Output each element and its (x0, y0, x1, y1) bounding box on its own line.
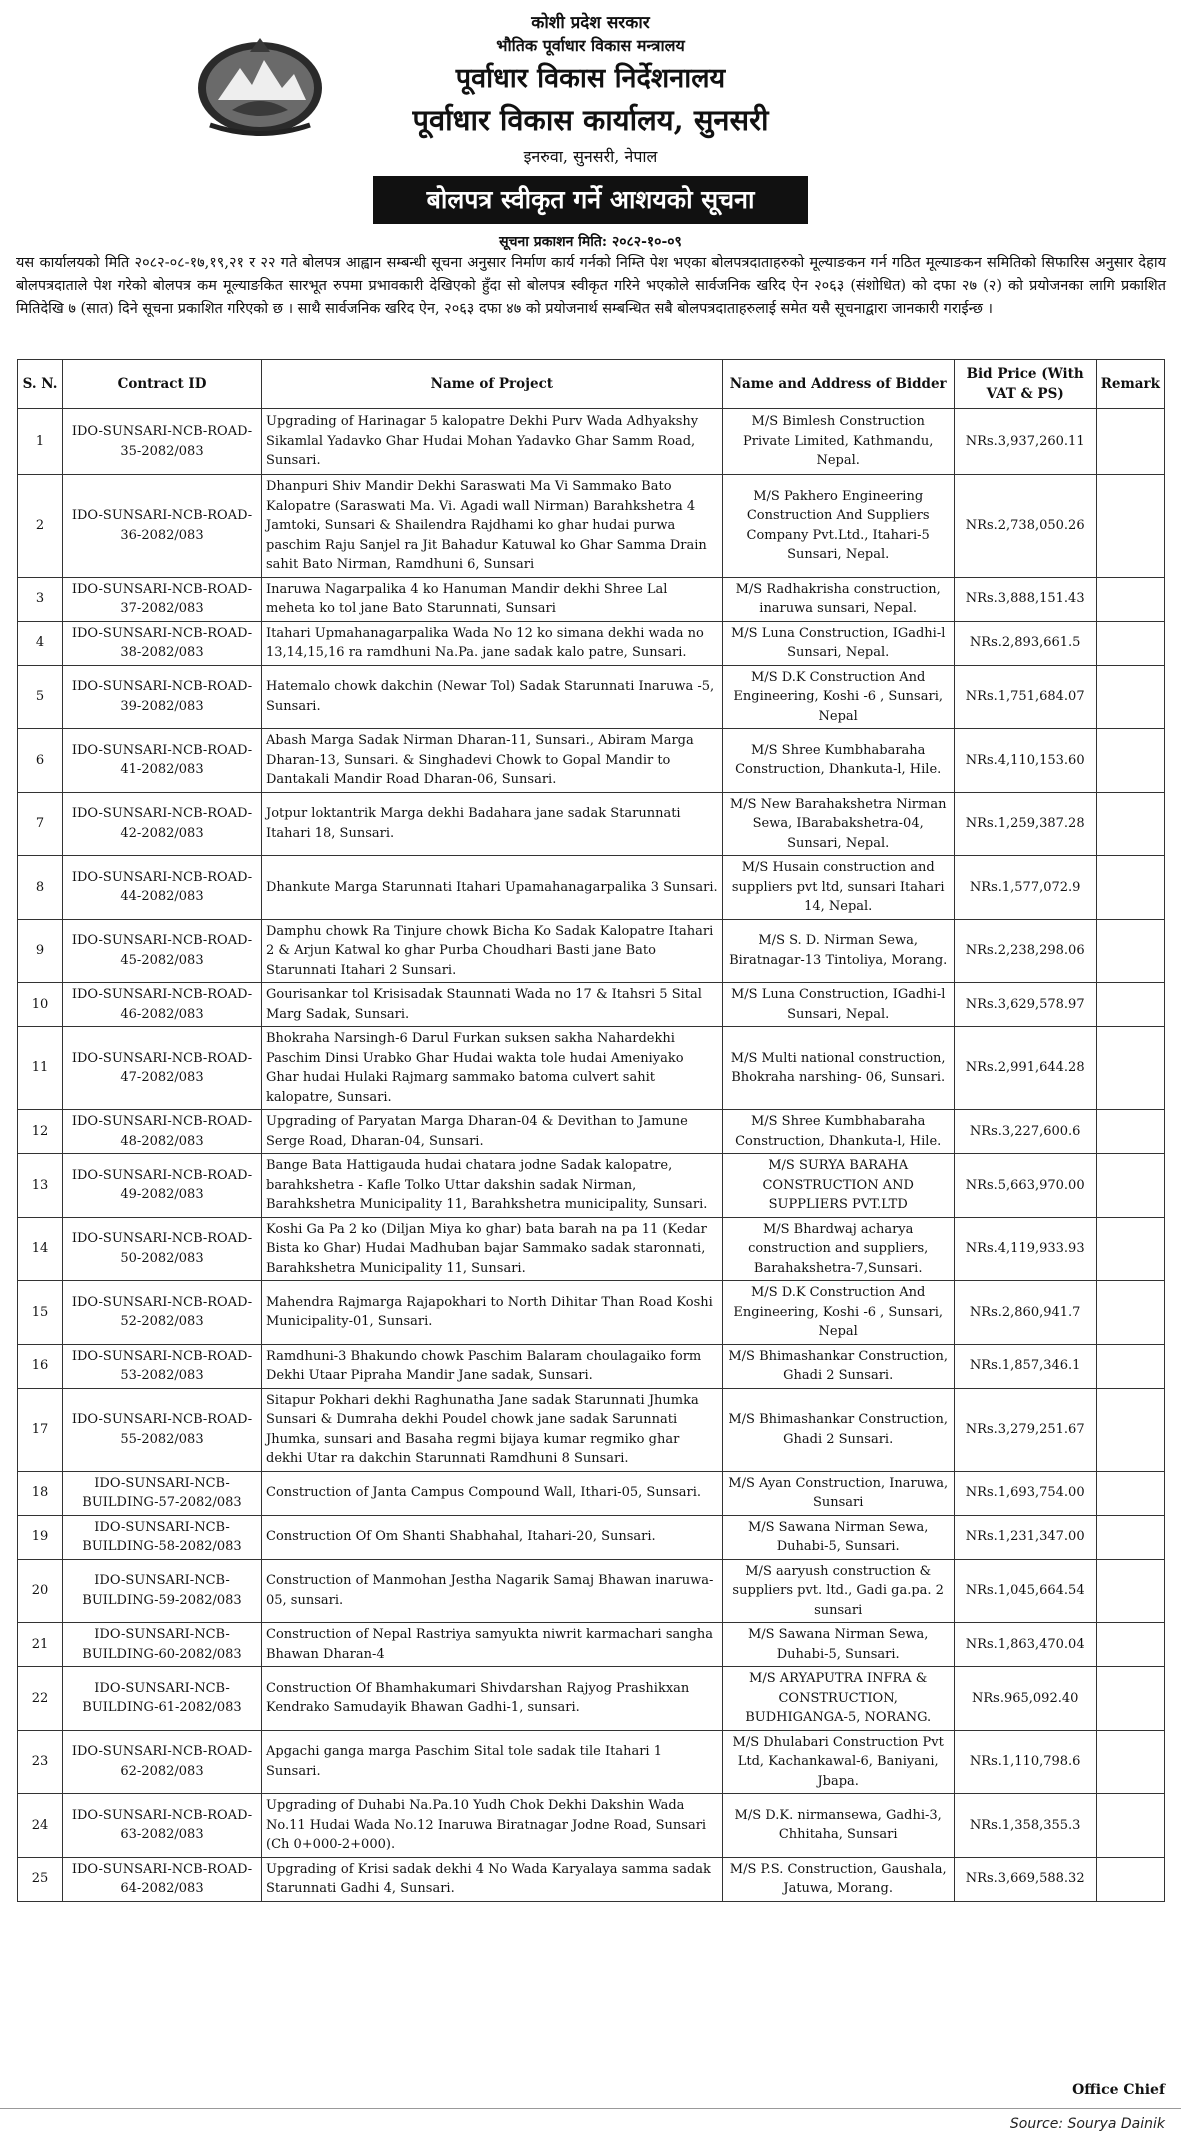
row-price: NRs.2,738,050.26 (954, 475, 1096, 578)
row-bidder: M/S D.K Construction And Engineering, Koshi -6 , Sunsari, Nepal (722, 1281, 954, 1345)
row-remark (1096, 1794, 1164, 1858)
table-row (18, 1281, 1165, 1345)
row-project: Construction of Manmohan Jestha Nagarik Samaj Bhawan inaruwa-05, sunsari. (262, 1559, 723, 1623)
row-sn: 6 (18, 729, 63, 793)
table-row (18, 1388, 1165, 1471)
row-sn: 22 (18, 1667, 63, 1731)
row-bidder: M/S D.K Construction And Engineering, Koshi -6 , Sunsari, Nepal (722, 665, 954, 729)
row-project: Upgrading of Duhabi Na.Pa.10 Yudh Chok Dekhi Dakshin Wada No.11 Hudai Wada No.12 Inaruwa Biratnagar Jodne Road, Sunsari (Ch 0+000-2+000). (262, 1794, 723, 1858)
table-row (18, 1515, 1165, 1559)
row-sn: 4 (18, 621, 63, 665)
row-bidder: M/S S. D. Nirman Sewa, Biratnagar-13 Tintoliya, Morang. (722, 919, 954, 983)
row-price: NRs.1,751,684.07 (954, 665, 1096, 729)
row-contract-id: IDO-SUNSARI-NCB-ROAD-48-2082/083 (63, 1110, 262, 1154)
row-sn: 17 (18, 1388, 63, 1471)
row-contract-id: IDO-SUNSARI-NCB-ROAD-47-2082/083 (63, 1027, 262, 1110)
row-bidder: M/S Dhulabari Construction Pvt Ltd, Kachankawal-6, Baniyani, Jbapa. (722, 1730, 954, 1794)
row-bidder: M/S Shree Kumbhabaraha Construction, Dhankuta-l, Hile. (722, 1110, 954, 1154)
row-project: Sitapur Pokhari dekhi Raghunatha Jane sadak Starunnati Jhumka Sunsari & Dumraha dekhi Poudel chowk jane sadak Sarunnati Jhumka, sunsari and Basaha regmi bijaya kumar regmiko ghar dekhi Utar ra dakchin Starunnati Ramdhuni 8 Sunsari. (262, 1388, 723, 1471)
row-price: NRs.3,888,151.43 (954, 577, 1096, 621)
row-remark (1096, 1154, 1164, 1218)
table-row (18, 1794, 1165, 1858)
footer-divider (0, 2108, 1181, 2109)
publish-date: सूचना प्रकाशन मिति: २०८२-१०-०९ (499, 234, 682, 250)
row-contract-id: IDO-SUNSARI-NCB-BUILDING-57-2082/083 (63, 1471, 262, 1515)
row-project: Ramdhuni-3 Bhakundo chowk Paschim Balaram choulagaiko form Dekhi Utaar Pipraha Mandir Jane sadak, Sunsari. (262, 1344, 723, 1388)
office-chief-signature: Office Chief (1072, 2082, 1165, 2098)
row-contract-id: IDO-SUNSARI-NCB-BUILDING-58-2082/083 (63, 1515, 262, 1559)
row-bidder: M/S P.S. Construction, Gaushala, Jatuwa, Morang. (722, 1857, 954, 1901)
row-project: Dhankute Marga Starunnati Itahari Upamahanagarpalika 3 Sunsari. (262, 856, 723, 920)
row-remark (1096, 792, 1164, 856)
row-contract-id: IDO-SUNSARI-NCB-ROAD-55-2082/083 (63, 1388, 262, 1471)
header-project: Name of Project (262, 360, 723, 409)
notice-title: बोलपत्र स्वीकृत गर्ने आशयको सूचना (373, 176, 808, 224)
header-price: Bid Price (With VAT & PS) (954, 360, 1096, 409)
row-remark (1096, 475, 1164, 578)
row-sn: 18 (18, 1471, 63, 1515)
row-project: Gourisankar tol Krisisadak Staunnati Wada no 17 & Itahsri 5 Sital Marg Sadak, Sunsari. (262, 983, 723, 1027)
row-bidder: M/S Husain construction and suppliers pvt ltd, sunsari Itahari 14, Nepal. (722, 856, 954, 920)
row-price: NRs.965,092.40 (954, 1667, 1096, 1731)
row-contract-id: IDO-SUNSARI-NCB-ROAD-45-2082/083 (63, 919, 262, 983)
table-row (18, 1667, 1165, 1731)
row-bidder: M/S Ayan Construction, Inaruwa, Sunsari (722, 1471, 954, 1515)
row-bidder: M/S Luna Construction, IGadhi-l Sunsari, Nepal. (722, 983, 954, 1027)
row-remark (1096, 1388, 1164, 1471)
row-project: Koshi Ga Pa 2 ko (Diljan Miya ko ghar) bata barah na pa 11 (Kedar Bista ko Ghar) Hudai Madhuban bajar Sammako sadak staronnati, Barahkshetra Municipality 11, Sunsari. (262, 1217, 723, 1281)
row-project: Construction Of Om Shanti Shabhahal, Itahari-20, Sunsari. (262, 1515, 723, 1559)
row-sn: 3 (18, 577, 63, 621)
table-row (18, 475, 1165, 578)
row-contract-id: IDO-SUNSARI-NCB-ROAD-52-2082/083 (63, 1281, 262, 1345)
row-remark (1096, 1559, 1164, 1623)
header-sn: S. N. (18, 360, 63, 409)
row-project: Inaruwa Nagarpalika 4 ko Hanuman Mandir dekhi Shree Lal meheta ko tol jane Bato Starunnati, Sunsari (262, 577, 723, 621)
row-bidder: M/S New Barahakshetra Nirman Sewa, IBarabakshetra-04, Sunsari, Nepal. (722, 792, 954, 856)
row-bidder: M/S ARYAPUTRA INFRA & CONSTRUCTION, BUDHIGANGA-5, NORANG. (722, 1667, 954, 1731)
row-bidder: M/S D.K. nirmansewa, Gadhi-3, Chhitaha, Sunsari (722, 1794, 954, 1858)
row-contract-id: IDO-SUNSARI-NCB-BUILDING-61-2082/083 (63, 1667, 262, 1731)
row-project: Construction of Nepal Rastriya samyukta niwrit karmachari sangha Bhawan Dharan-4 (262, 1623, 723, 1667)
row-contract-id: IDO-SUNSARI-NCB-BUILDING-59-2082/083 (63, 1559, 262, 1623)
table-row (18, 621, 1165, 665)
row-sn: 9 (18, 919, 63, 983)
row-bidder: M/S SURYA BARAHA CONSTRUCTION AND SUPPLIERS PVT.LTD (722, 1154, 954, 1218)
row-price: NRs.3,629,578.97 (954, 983, 1096, 1027)
row-remark (1096, 1667, 1164, 1731)
table-row (18, 665, 1165, 729)
row-price: NRs.4,110,153.60 (954, 729, 1096, 793)
row-project: Bhokraha Narsingh-6 Darul Furkan suksen sakha Nahardekhi Paschim Dinsi Urabko Ghar Hudai wakta tole hudai Ameniyako Ghar hudai Hulaki Rajmarg sammako batoma culvert sahit kalopatre, Sunsari. (262, 1027, 723, 1110)
row-price: NRs.4,119,933.93 (954, 1217, 1096, 1281)
row-remark (1096, 1281, 1164, 1345)
row-contract-id: IDO-SUNSARI-NCB-ROAD-46-2082/083 (63, 983, 262, 1027)
table-row (18, 577, 1165, 621)
table-row (18, 856, 1165, 920)
government-name: कोशी प्रदेश सरकार (531, 13, 650, 33)
row-bidder: M/S Bhardwaj acharya construction and suppliers, Barahakshetra-7,Sunsari. (722, 1217, 954, 1281)
row-sn: 25 (18, 1857, 63, 1901)
row-bidder: M/S Bhimashankar Construction, Ghadi 2 Sunsari. (722, 1388, 954, 1471)
row-contract-id: IDO-SUNSARI-NCB-ROAD-53-2082/083 (63, 1344, 262, 1388)
row-remark (1096, 409, 1164, 475)
row-project: Dhanpuri Shiv Mandir Dekhi Saraswati Ma Vi Sammako Bato Kalopatre (Saraswati Ma. Vi. Agadi wall Nirman) Barahkshetra 4 Jamtoki, Sunsari & Shailendra Rajdhami ko ghar hudai purwa paschim Raju Sanjel ra Jit Bahadur Katuwal ko Ghar Samma Drain sahit Bato Nirman, Ramdhuni 6, Sunsari (262, 475, 723, 578)
row-sn: 12 (18, 1110, 63, 1154)
row-sn: 24 (18, 1794, 63, 1858)
row-remark (1096, 1110, 1164, 1154)
row-contract-id: IDO-SUNSARI-NCB-ROAD-37-2082/083 (63, 577, 262, 621)
table-row (18, 1623, 1165, 1667)
row-price: NRs.2,893,661.5 (954, 621, 1096, 665)
row-price: NRs.1,231,347.00 (954, 1515, 1096, 1559)
table-row (18, 1471, 1165, 1515)
header-contract-id: Contract ID (63, 360, 262, 409)
row-project: Construction Of Bhamhakumari Shivdarshan Rajyog Prashikxan Kendrako Samudayik Bhawan Gadhi-1, sunsari. (262, 1667, 723, 1731)
row-price: NRs.2,860,941.7 (954, 1281, 1096, 1345)
table-row (18, 1027, 1165, 1110)
row-bidder: M/S Sawana Nirman Sewa, Duhabi-5, Sunsari. (722, 1623, 954, 1667)
row-price: NRs.5,663,970.00 (954, 1154, 1096, 1218)
row-price: NRs.1,863,470.04 (954, 1623, 1096, 1667)
office-name: पूर्वाधार विकास कार्यालय, सुनसरी (412, 103, 769, 137)
row-sn: 23 (18, 1730, 63, 1794)
row-remark (1096, 1217, 1164, 1281)
row-remark (1096, 1344, 1164, 1388)
row-bidder: M/S Radhakrisha construction, inaruwa sunsari, Nepal. (722, 577, 954, 621)
row-sn: 2 (18, 475, 63, 578)
row-sn: 8 (18, 856, 63, 920)
table-row (18, 983, 1165, 1027)
row-bidder: M/S Sawana Nirman Sewa, Duhabi-5, Sunsari. (722, 1515, 954, 1559)
row-sn: 21 (18, 1623, 63, 1667)
row-sn: 14 (18, 1217, 63, 1281)
row-remark (1096, 621, 1164, 665)
table-header-row (18, 360, 1165, 409)
header-remark: Remark (1096, 360, 1164, 409)
row-remark (1096, 1857, 1164, 1901)
row-remark (1096, 729, 1164, 793)
row-contract-id: IDO-SUNSARI-NCB-ROAD-41-2082/083 (63, 729, 262, 793)
row-project: Itahari Upmahanagarpalika Wada No 12 ko simana dekhi wada no 13,14,15,16 ra ramdhuni Na.Pa. jane sadak kalo patre, Sunsari. (262, 621, 723, 665)
row-contract-id: IDO-SUNSARI-NCB-ROAD-63-2082/083 (63, 1794, 262, 1858)
row-contract-id: IDO-SUNSARI-NCB-ROAD-38-2082/083 (63, 621, 262, 665)
row-price: NRs.3,227,600.6 (954, 1110, 1096, 1154)
row-contract-id: IDO-SUNSARI-NCB-ROAD-39-2082/083 (63, 665, 262, 729)
row-bidder: M/S Bhimashankar Construction, Ghadi 2 Sunsari. (722, 1344, 954, 1388)
table-row (18, 1559, 1165, 1623)
row-price: NRs.1,577,072.9 (954, 856, 1096, 920)
row-bidder: M/S Luna Construction, IGadhi-l Sunsari, Nepal. (722, 621, 954, 665)
row-remark (1096, 1730, 1164, 1794)
row-contract-id: IDO-SUNSARI-NCB-ROAD-35-2082/083 (63, 409, 262, 475)
header-bidder: Name and Address of Bidder (722, 360, 954, 409)
directorate-name: पूर्वाधार विकास निर्देशनालय (455, 63, 726, 94)
row-price: NRs.3,279,251.67 (954, 1388, 1096, 1471)
row-price: NRs.1,857,346.1 (954, 1344, 1096, 1388)
row-project: Construction of Janta Campus Compound Wall, Ithari-05, Sunsari. (262, 1471, 723, 1515)
row-sn: 19 (18, 1515, 63, 1559)
row-price: NRs.3,937,260.11 (954, 409, 1096, 475)
row-price: NRs.3,669,588.32 (954, 1857, 1096, 1901)
row-price: NRs.1,045,664.54 (954, 1559, 1096, 1623)
row-bidder: M/S Shree Kumbhabaraha Construction, Dhankuta-l, Hile. (722, 729, 954, 793)
row-sn: 10 (18, 983, 63, 1027)
row-remark (1096, 1027, 1164, 1110)
row-sn: 13 (18, 1154, 63, 1218)
row-project: Upgrading of Harinagar 5 kalopatre Dekhi Purv Wada Adhyakshy Sikamlal Yadavko Ghar Hudai Mohan Yadavko Ghar Samm Road, Sunsari. (262, 409, 723, 475)
office-address: इनरुवा, सुनसरी, नेपाल (523, 147, 658, 166)
row-sn: 5 (18, 665, 63, 729)
row-contract-id: IDO-SUNSARI-NCB-ROAD-62-2082/083 (63, 1730, 262, 1794)
row-price: NRs.1,110,798.6 (954, 1730, 1096, 1794)
row-remark (1096, 665, 1164, 729)
row-remark (1096, 1623, 1164, 1667)
row-remark (1096, 1515, 1164, 1559)
row-project: Bange Bata Hattigauda hudai chatara jodne Sadak kalopatre, barahkshetra - Kafle Tolko Uttar dakshin sadak Nirman, Barahkshetra Municipality 11, Barahkshetra municipality, Sunsari. (262, 1154, 723, 1218)
row-contract-id: IDO-SUNSARI-NCB-ROAD-50-2082/083 (63, 1217, 262, 1281)
row-sn: 7 (18, 792, 63, 856)
table-row (18, 1154, 1165, 1218)
row-remark (1096, 983, 1164, 1027)
table-row (18, 729, 1165, 793)
row-price: NRs.1,693,754.00 (954, 1471, 1096, 1515)
row-sn: 1 (18, 409, 63, 475)
row-bidder: M/S Multi national construction, Bhokraha narshing- 06, Sunsari. (722, 1027, 954, 1110)
row-sn: 11 (18, 1027, 63, 1110)
row-project: Upgrading of Krisi sadak dekhi 4 No Wada Karyalaya samma sadak Starunnati Gadhi 4, Sunsari. (262, 1857, 723, 1901)
row-sn: 16 (18, 1344, 63, 1388)
row-project: Mahendra Rajmarga Rajapokhari to North Dihitar Than Road Koshi Municipality-01, Sunsari. (262, 1281, 723, 1345)
bid-table (17, 359, 1165, 1902)
row-price: NRs.2,991,644.28 (954, 1027, 1096, 1110)
table-row (18, 919, 1165, 983)
row-project: Abash Marga Sadak Nirman Dharan-11, Sunsari., Abiram Marga Dharan-13, Sunsari. & Singhadevi Chowk to Gopal Mandir to Dantakali Mandir Road Dharan-06, Sunsari. (262, 729, 723, 793)
row-project: Apgachi ganga marga Paschim Sital tole sadak tile Itahari 1 Sunsari. (262, 1730, 723, 1794)
table-row (18, 1730, 1165, 1794)
table-row (18, 1857, 1165, 1901)
row-contract-id: IDO-SUNSARI-NCB-ROAD-49-2082/083 (63, 1154, 262, 1218)
table-row (18, 1344, 1165, 1388)
ministry-name: भौतिक पूर्वाधार विकास मन्त्रालय (496, 36, 685, 55)
row-sn: 20 (18, 1559, 63, 1623)
row-sn: 15 (18, 1281, 63, 1345)
row-price: NRs.1,358,355.3 (954, 1794, 1096, 1858)
row-project: Hatemalo chowk dakchin (Newar Tol) Sadak Starunnati Inaruwa -5, Sunsari. (262, 665, 723, 729)
row-contract-id: IDO-SUNSARI-NCB-ROAD-44-2082/083 (63, 856, 262, 920)
table-row (18, 1217, 1165, 1281)
row-bidder: M/S Bimlesh Construction Private Limited, Kathmandu, Nepal. (722, 409, 954, 475)
row-bidder: M/S aaryush construction & suppliers pvt. ltd., Gadi ga.pa. 2 sunsari (722, 1559, 954, 1623)
row-project: Damphu chowk Ra Tinjure chowk Bicha Ko Sadak Kalopatre Itahari 2 & Arjun Katwal ko ghar Purba Choudhari Basti jane Bato Starunnati Itahari 2 Sunsari. (262, 919, 723, 983)
row-bidder: M/S Pakhero Engineering Construction And Suppliers Company Pvt.Ltd., Itahari-5 Sunsari, Nepal. (722, 475, 954, 578)
row-remark (1096, 856, 1164, 920)
row-contract-id: IDO-SUNSARI-NCB-ROAD-36-2082/083 (63, 475, 262, 578)
table-row (18, 792, 1165, 856)
row-price: NRs.2,238,298.06 (954, 919, 1096, 983)
row-remark (1096, 1471, 1164, 1515)
row-remark (1096, 919, 1164, 983)
row-project: Jotpur loktantrik Marga dekhi Badahara jane sadak Starunnati Itahari 18, Sunsari. (262, 792, 723, 856)
table-row (18, 1110, 1165, 1154)
table-row (18, 409, 1165, 475)
row-contract-id: IDO-SUNSARI-NCB-ROAD-42-2082/083 (63, 792, 262, 856)
row-project: Upgrading of Paryatan Marga Dharan-04 & Devithan to Jamune Serge Road, Dharan-04, Sunsari. (262, 1110, 723, 1154)
row-contract-id: IDO-SUNSARI-NCB-ROAD-64-2082/083 (63, 1857, 262, 1901)
row-contract-id: IDO-SUNSARI-NCB-BUILDING-60-2082/083 (63, 1623, 262, 1667)
intro-paragraph: यस कार्यालयको मिति २०८२-०८-१७,१९,२१ र २२ गते बोलपत्र आह्वान सम्बन्धी सूचना अनुसार निर्माण कार्य गर्नको निम्ति पेश भएका बोलपत्रदाताहरुको मूल्याङकन गर्न गठित मूल्याङकन समितिको सिफारिस अनुसार देहाय बोलपत्रदाताले पेश गरेको बोलपत्र कम मूल्याङकित सारभूत रुपमा प्रभावकारी देखिएको हुँदा सो बोलपत्र स्वीकृत गरिने भएकोले सार्वजनिक खरिद ऐन २०६३ (संशोधित) को दफा २७ (२) को प्रयोजनका लागि प्रकाशित मितिदेखि ७ (सात) दिने सूचना प्रकाशित गरिएको छ । साथै सार्वजनिक खरिद ऐन, २०६३ दफा ४७ को प्रयोजनार्थ सम्बन्धित सबै बोलपत्रदाताहरुलाई समेत यसै सूचनाद्वारा जानकारी गराईन्छ । (16, 255, 1166, 317)
source-credit: Source: Sourya Dainik (1009, 2116, 1165, 2132)
row-remark (1096, 577, 1164, 621)
row-price: NRs.1,259,387.28 (954, 792, 1096, 856)
